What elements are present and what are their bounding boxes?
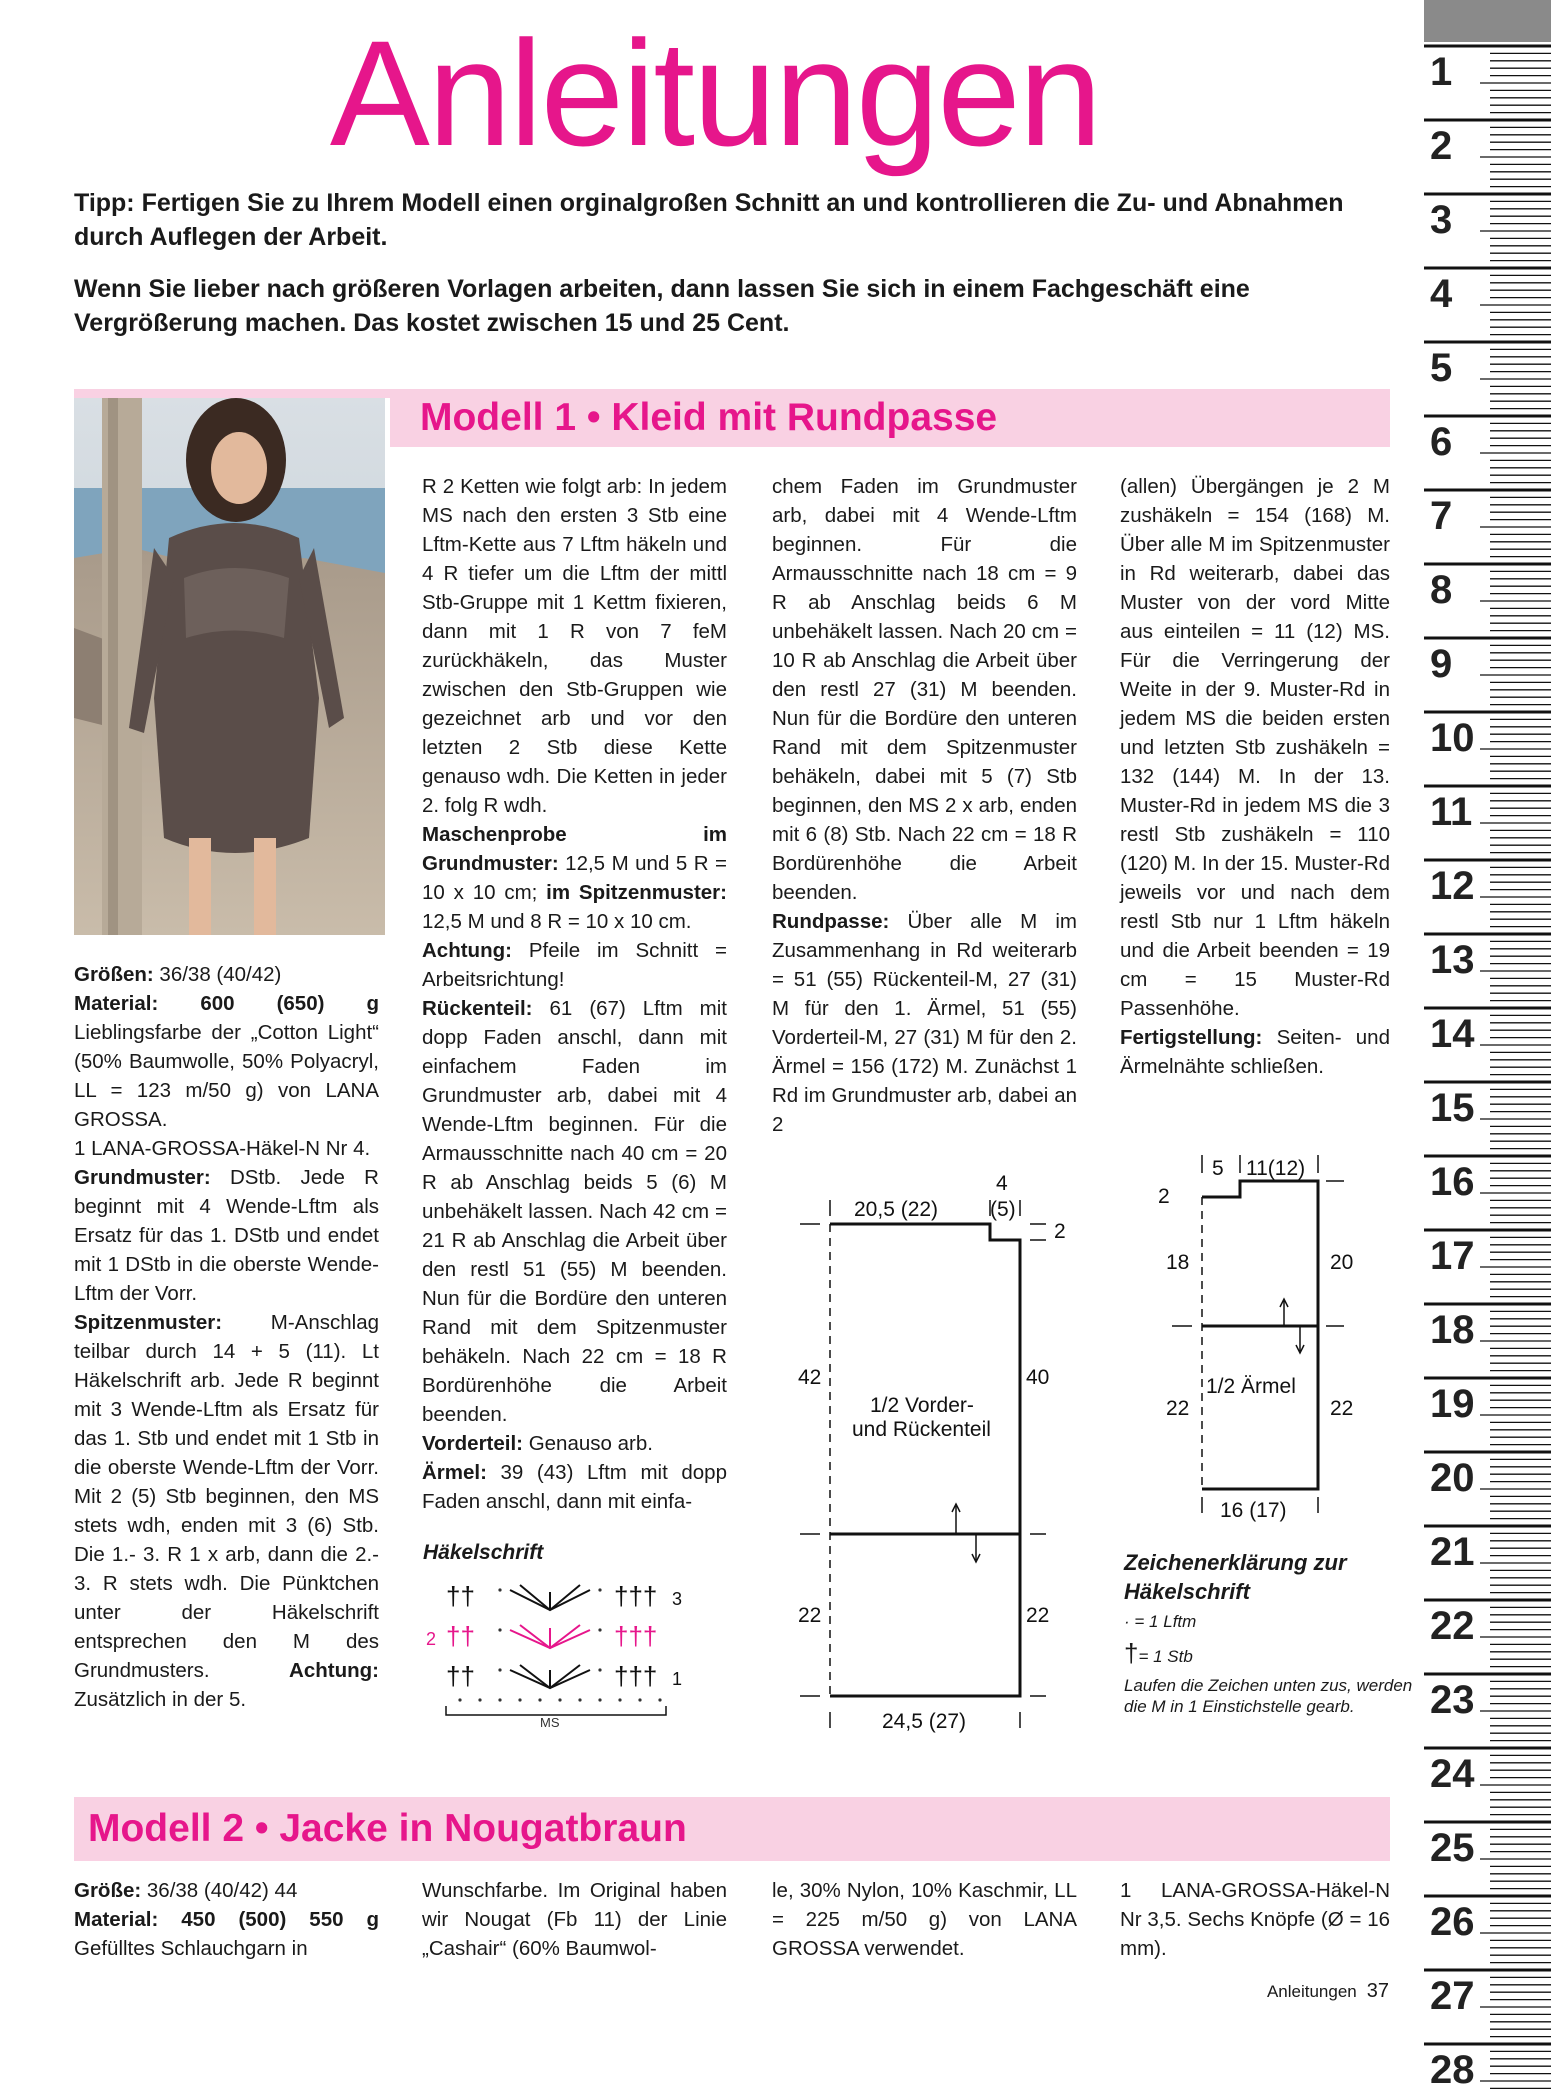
svg-text:20: 20 — [1330, 1251, 1354, 1274]
svg-text:40: 40 — [1026, 1366, 1050, 1389]
svg-text:1/2 Vorder-: 1/2 Vorder- — [870, 1394, 974, 1417]
svg-text:1: 1 — [672, 1669, 683, 1689]
ruler-number: 4 — [1430, 272, 1453, 316]
svg-text:3: 3 — [672, 1589, 683, 1609]
ruler-number: 26 — [1430, 1900, 1475, 1944]
model1-column-2: R 2 Ketten wie folgt arb: In jedem MS nach den ersten 3 Stb eine Lftm-Kette aus 7 Lftm häkeln und 4 R tiefer um die Lftm der mittl Stb-Gruppe mit 1 Kettm fixieren, dann mit 1 R von 7 feM zurückhäkeln, das Muster zwischen den Stb-Gruppen wie gezeichnet arb und vor den letzten 2 Stb diese Kette genauso wdh. Die Ketten in jeder 2. folg R wdh. Maschenprobe im Grundmuster: 12,5 M und 5 R = 10 x 10 cm; im Spitzenmuster: 12,5 M und 8 R = 10 x 10 cm. Achtung: Pfeile im Schnitt = Arbeitsrichtung! Rückenteil: 61 (67) Lftm mit dopp Faden anschl, dann mit einfachem Faden im Grundmuster arb, dabei mit 4 Wende-Lftm beginnen. Für die Armausschnitte nach 40 cm = 20 R ab Anschlag beids 5 (6) M unbehäkelt lassen. Nach 42 cm = 21 R ab Anschlag die Arbeit über den restl 51 (55) M beenden. Nun für die Bordüre den unteren Rand mit dem Spitzenmuster behäkeln. Nach 22 cm = 18 R Bordürenhöhe die Arbeit beenden. Vorderteil: Genauso arb. Ärmel: 39 (43) Lftm mit dopp Faden anschl, dann mit einfa- — [422, 475, 727, 1513]
ruler-number: 19 — [1430, 1382, 1475, 1426]
model1-column-1: Größen: 36/38 (40/42) Material: 600 (650) g Lieblingsfarbe der „Cotton Light“ (50% Baumwolle, 50% Polyacryl, LL = 123 m/50 g) von LANA GROSSA. 1 LANA-GROSSA-Häkel-N Nr 4. Grundmuster: DStb. Jede R beginnt mit 4 Wende-Lftm als Ersatz für das 1. DStb und endet mit 1 DStb in die oberste Wende-Lftm der Vorr. Spitzenmuster: M-Anschlag teilbar durch 14 + 5 (11). Lt Häkelschrift arb. Jede R beginnt mit 3 Wende-Lftm als Ersatz für das 1. Stb und endet mit 1 Stb in die oberste Wende-Lftm der Vorr. Mit 2 (5) Stb beginnen, den MS stets wdh, enden mit 3 (6) Stb. Die 1.- 3. R 1 x arb, dann die 2.- 3. R stets wdh. Die Pünktchen unter der Häkelschrift entsprechen den M des Grundmusters. Achtung: Zusätzlich in der 5. — [74, 963, 379, 1711]
svg-text:und Rückenteil: und Rückenteil — [852, 1418, 991, 1441]
svg-text:5: 5 — [1212, 1157, 1224, 1180]
page-title: Anleitungen — [329, 9, 1101, 177]
svg-text:2: 2 — [1054, 1220, 1066, 1243]
svg-text:2: 2 — [1158, 1185, 1170, 1208]
sleeve-pattern-diagram — [1150, 1145, 1354, 1525]
svg-text:(5): (5) — [990, 1198, 1016, 1221]
ruler-number: 17 — [1430, 1234, 1475, 1278]
svg-text:2: 2 — [426, 1629, 437, 1649]
chart-legend: Zeichenerklärung zur Häkelschrift · = 1 Lftm †= 1 Stb Laufen die Zeichen unten zus, werden die M in 1 Einstichstelle gearb. — [1124, 1550, 1413, 1716]
svg-text:22: 22 — [1166, 1397, 1190, 1420]
model2-column-4: 1 LANA-GROSSA-Häkel-N Nr 3,5. Sechs Knöpfe (Ø = 16 mm). — [1120, 1879, 1390, 1960]
svg-text:††: †† — [446, 1581, 475, 1611]
ruler-number: 18 — [1430, 1308, 1475, 1352]
fertigstellung-label: Fertigstellung: — [1120, 1026, 1263, 1049]
svg-text:11(12): 11(12) — [1246, 1157, 1306, 1180]
ruler-number: 1 — [1430, 50, 1453, 94]
svg-text:†††: ††† — [614, 1661, 658, 1691]
svg-text:18: 18 — [1166, 1251, 1190, 1274]
ruler-number: 27 — [1430, 1974, 1475, 2018]
svg-text:1/2 Ärmel: 1/2 Ärmel — [1206, 1375, 1296, 1398]
ruler-number: 2 — [1430, 124, 1453, 168]
ruler-number: 3 — [1430, 198, 1453, 242]
model2-column-1: Größe: 36/38 (40/42) 44 Material: 450 (500) 550 g Gefülltes Schlauchgarn in — [74, 1879, 379, 1960]
ruler-number: 16 — [1430, 1160, 1475, 1204]
svg-text:††: †† — [446, 1621, 475, 1651]
svg-text:16 (17): 16 (17) — [1220, 1499, 1287, 1522]
ruler-number: 5 — [1430, 346, 1453, 390]
svg-text:22: 22 — [798, 1604, 822, 1627]
crochet-chart — [420, 1570, 700, 1730]
ruler-number: 21 — [1430, 1530, 1475, 1574]
svg-text:22: 22 — [1026, 1604, 1050, 1627]
grundmuster-label: Grundmuster: — [74, 1166, 211, 1189]
ruler-number: 25 — [1430, 1826, 1475, 1870]
svg-text:†††: ††† — [614, 1621, 658, 1651]
chain-stitch-icon: · — [1124, 1612, 1130, 1631]
body-pattern-diagram — [790, 1160, 1070, 1740]
ruler-number: 10 — [1430, 716, 1475, 760]
svg-text:24,5 (27): 24,5 (27) — [882, 1710, 967, 1733]
enlargement-tip-text: Wenn Sie lieber nach größeren Vorlagen arbeiten, dann lassen Sie sich in einem Fachgeschäft eine Vergrößerung machen. Das kostet zwischen 15 und 25 Cent. — [74, 275, 1250, 337]
model1-column-4: (allen) Übergängen je 2 M zushäkeln = 154 (168) M. Über alle M im Spitzenmuster in Rd weiterarb, dabei das Muster von der vord Mitte aus einteilen = 11 (12) MS. Für die Verringerung der Weite in der 9. Muster-Rd in jedem MS die beiden ersten und letzten Stb zushäkeln = 132 (144) M. In der 13. Muster-Rd in jedem MS die 3 restl Stb zushäkeln = 110 (120) M. In der 15. Muster-Rd jeweils vor und nach dem restl Stb nur 1 Lftm häkeln und die Arbeit beenden = 19 cm = 15 Muster-Rd Passenhöhe. Fertigstellung: Seiten- und Ärmelnähte schließen. — [1120, 475, 1391, 1078]
page-footer: Anleitungen 37 — [1266, 1980, 1389, 2002]
svg-text:4: 4 — [996, 1172, 1008, 1195]
spitzenmuster-label: Spitzenmuster: — [74, 1311, 223, 1334]
ruler-number: 14 — [1430, 1012, 1475, 1056]
model2-title: Modell 2 • Jacke in Nougatbraun — [88, 1807, 687, 1850]
svg-text:MS: MS — [540, 1715, 560, 1730]
ruler-number: 15 — [1430, 1086, 1475, 1130]
model2-column-3: le, 30% Nylon, 10% Kaschmir, LL = 225 m/50 g) von LANA GROSSA verwendet. — [772, 1879, 1077, 1960]
ruler-number: 13 — [1430, 938, 1475, 982]
tip-text: Tipp: Fertigen Sie zu Ihrem Modell einen orginalgroßen Schnitt an und kontrollieren die Zu- und Abnahmen durch Auflegen der Arbeit. — [74, 189, 1344, 251]
ruler-number: 6 — [1430, 420, 1453, 464]
rueckenteil-label: Rückenteil: — [422, 997, 533, 1020]
sizes-label: Größen: — [74, 963, 154, 986]
model1-title: Modell 1 • Kleid mit Rundpasse — [420, 396, 998, 439]
ruler-number: 22 — [1430, 1604, 1475, 1648]
svg-text:††: †† — [446, 1661, 475, 1691]
model1-photo — [74, 398, 390, 935]
ruler-number: 8 — [1430, 568, 1453, 612]
svg-text:22: 22 — [1330, 1397, 1354, 1420]
crochet-chart-title: Häkelschrift — [423, 1541, 544, 1564]
rundpasse-label: Rundpasse: — [772, 910, 890, 933]
ruler-number: 11 — [1430, 790, 1473, 834]
ruler-number: 28 — [1430, 2048, 1475, 2092]
ruler-number: 7 — [1430, 494, 1453, 538]
svg-text:20,5 (22): 20,5 (22) — [854, 1198, 939, 1221]
material-label: Material: 600 (650) g — [74, 992, 379, 1015]
ruler-number: 20 — [1430, 1456, 1475, 1500]
model2-column-2: Wunschfarbe. Im Original haben wir Nougat (Fb 11) der Linie „Cashair“ (60% Baumwol- — [422, 1879, 727, 1960]
page-number: 37 — [1366, 1980, 1389, 2002]
ruler-number: 24 — [1430, 1752, 1475, 1796]
model1-column-3: chem Faden im Grundmuster arb, dabei mit 4 Wende-Lftm beginnen. Für die Armausschnitte nach 18 cm = 9 R ab Anschlag beids 6 M unbehäkelt lassen. Nach 20 cm = 10 R ab Anschlag die Arbeit über den restl 27 (31) M beenden. Nun für die Bordüre den unteren Rand mit dem Spitzenmuster behäkeln, dabei mit 5 (7) Stb beginnen, den MS 2 x arb, enden mit 6 (8) Stb. Nach 22 cm = 18 R Bordürenhöhe die Arbeit beenden. Rundpasse: Über alle M im Zusammenhang in Rd weiterarb = 51 (55) Rückenteil-M, 27 (31) M für den 1. Ärmel, 51 (55) Vorderteil-M, 27 (31) M für den 2. Ärmel = 156 (172) M. Zunächst 1 Rd im Grundmuster arb, dabei an 2 — [772, 475, 1077, 1136]
treble-stitch-icon: † — [1124, 1638, 1139, 1668]
ruler-number: 23 — [1430, 1678, 1475, 1722]
svg-text:42: 42 — [798, 1366, 822, 1389]
ruler-number: 9 — [1430, 642, 1453, 686]
svg-text:†††: ††† — [614, 1581, 658, 1611]
ruler-number: 12 — [1430, 864, 1475, 908]
